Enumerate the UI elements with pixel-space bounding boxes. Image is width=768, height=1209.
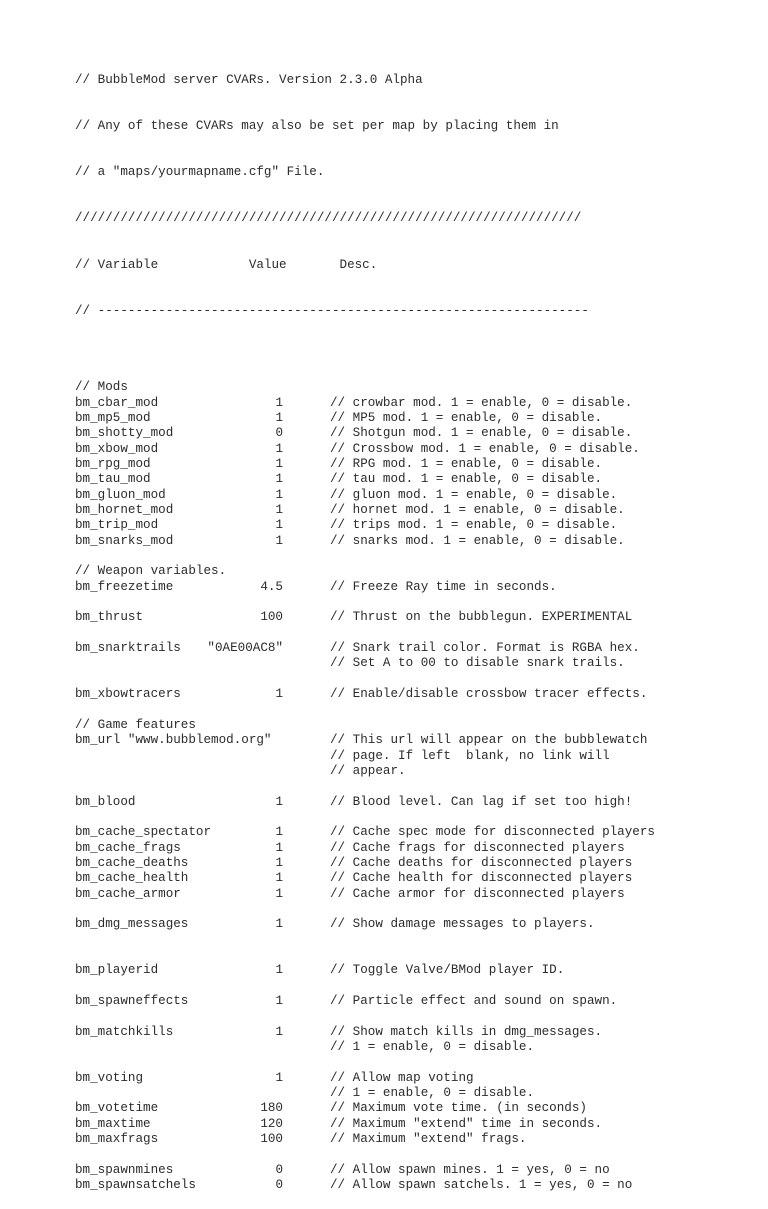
cvar-row (75, 856, 675, 871)
cvar-description: // Allow map voting (330, 1070, 474, 1085)
cvar-value: 1 (275, 410, 283, 425)
cvar-name: bm_cache_health (75, 871, 189, 886)
header-line: // BubbleMod server CVARs. Version 2.3.0 Alpha (75, 73, 423, 88)
cvar-name: bm_cache_deaths (75, 855, 189, 870)
column-headers: // Variable Value Desc. (75, 257, 378, 272)
cvar-name: bm_votetime (75, 1101, 159, 1116)
cvar-row (75, 917, 675, 932)
cvar-description: // Cache armor for disconnected players (330, 886, 625, 901)
cvar-value: 100 (260, 610, 283, 625)
header-line: // Any of these CVARs may also be set per map by placing them in (75, 119, 559, 134)
cvar-row (75, 1178, 675, 1193)
cvar-description: // Thrust on the bubblegun. EXPERIMENTAL (330, 610, 633, 625)
cvar-description: // snarks mod. 1 = enable, 0 = disable. (330, 533, 625, 548)
cvar-value: 1 (275, 503, 283, 517)
cvar-value: 1 (275, 441, 283, 456)
cvar-name: bm_matchkills (75, 1024, 174, 1039)
cvar-name: bm_maxfrags (75, 1132, 159, 1147)
cvar-value: 1 (275, 840, 283, 855)
cvar-row (75, 580, 675, 595)
cvar-row (75, 963, 675, 978)
cvar-description: // 1 = enable, 0 = disable. (330, 1040, 535, 1055)
cvar-description: // crowbar mod. 1 = enable, 0 = disable. (330, 395, 633, 410)
section-comment: // Mods (75, 380, 128, 395)
cvar-row (75, 994, 675, 1009)
cvar-value: 1 (275, 687, 283, 702)
cvar-list (75, 380, 675, 1193)
cvar-row (75, 518, 675, 533)
cvar-description: // Cache spec mode for disconnected players (330, 825, 655, 840)
blank-line (75, 702, 675, 717)
cvar-description-continued (75, 749, 675, 764)
cvar-description: // tau mod. 1 = enable, 0 = disable. (330, 472, 603, 487)
config-document (75, 12, 675, 1209)
cvar-description: // Set A to 00 to disable snark trails. (330, 656, 625, 671)
cvar-value: 0 (275, 1162, 283, 1177)
cvar-row (75, 733, 675, 748)
cvar-row (75, 641, 675, 656)
cvar-name: bm_blood (75, 794, 136, 809)
cvar-name: bm_snarks_mod (75, 533, 174, 548)
cvar-name: bm_xbow_mod (75, 441, 159, 456)
cvar-value: 1 (275, 886, 283, 901)
cvar-value: "0AE00AC8" (207, 641, 283, 656)
blank-line (75, 1147, 675, 1162)
cvar-name: bm_hornet_mod (75, 503, 174, 517)
cvar-row (75, 1025, 675, 1040)
cvar-value: 120 (260, 1116, 283, 1131)
section-comment: // Game features (75, 717, 196, 732)
cvar-row (75, 871, 675, 886)
cvar-row (75, 396, 675, 411)
cvar-row (75, 1071, 675, 1086)
cvar-row (75, 411, 675, 426)
cvar-description: // Show damage messages to players. (330, 917, 595, 932)
cvar-value: 0 (275, 426, 283, 441)
cvar-row (75, 610, 675, 625)
cvar-row (75, 1117, 675, 1132)
blank-line (75, 626, 675, 641)
blank-line (75, 902, 675, 917)
cvar-description: // Crossbow mod. 1 = enable, 0 = disable. (330, 441, 640, 456)
cvar-value: 1 (275, 994, 283, 1008)
cvar-row (75, 795, 675, 810)
cvar-description: // Maximum "extend" frags. (330, 1132, 527, 1147)
cvar-value: 4.5 (260, 579, 283, 594)
cvar-description: // trips mod. 1 = enable, 0 = disable. (330, 518, 618, 533)
cvar-description: // MP5 mod. 1 = enable, 0 = disable. (330, 410, 603, 425)
cvar-row (75, 426, 675, 441)
cvar-name: bm_snarktrails (75, 641, 181, 656)
cvar-value: 1 (275, 472, 283, 487)
cvar-name: bm_tau_mod (75, 472, 151, 487)
cvar-name: bm_mp5_mod (75, 410, 151, 425)
cvar-name: bm_cbar_mod (75, 395, 159, 410)
cvar-description: // Shotgun mod. 1 = enable, 0 = disable. (330, 426, 633, 441)
header-separator: /////////////////////////////////////////////////////////////////// (75, 211, 582, 226)
header-line: // a "maps/yourmapname.cfg" File. (75, 165, 325, 180)
blank-line (75, 672, 675, 687)
cvar-description: // gluon mod. 1 = enable, 0 = disable. (330, 487, 618, 502)
cvar-row (75, 503, 675, 518)
cvar-row (75, 687, 675, 702)
cvar-value: 1 (275, 963, 283, 978)
cvar-name: bm_dmg_messages (75, 917, 189, 932)
cvar-value: 1 (275, 1024, 283, 1039)
cvar-name: bm_thrust (75, 610, 144, 625)
header-rule: // ----------------------------------------------------------------- (75, 303, 589, 318)
cvar-row (75, 472, 675, 487)
cvar-description: // Snark trail color. Format is RGBA hex. (330, 641, 640, 656)
section-comment: // Weapon variables. (75, 564, 227, 579)
cvar-value: 180 (260, 1101, 283, 1116)
cvar-row (75, 1163, 675, 1178)
cvar-name: bm_cache_frags (75, 840, 181, 855)
blank-line (75, 1009, 675, 1024)
cvar-name: bm_spawnsatchels (75, 1178, 196, 1193)
cvar-value: 1 (275, 456, 283, 471)
cvar-value: 100 (260, 1132, 283, 1147)
cvar-row (75, 1132, 675, 1147)
cvar-description: // Cache frags for disconnected players (330, 840, 625, 855)
cvar-description-continued (75, 1040, 675, 1055)
cvar-description: // This url will appear on the bubblewatch (330, 733, 648, 748)
cvar-row (75, 841, 675, 856)
cvar-name: bm_cache_armor (75, 886, 181, 901)
cvar-value: 1 (275, 533, 283, 548)
cvar-name: bm_voting (75, 1070, 144, 1085)
cvar-description-continued (75, 764, 675, 779)
cvar-name: bm_cache_spectator (75, 825, 212, 840)
cvar-row (75, 457, 675, 472)
cvar-value: 1 (275, 825, 283, 840)
cvar-name: bm_xbowtracers (75, 687, 181, 702)
cvar-name: bm_trip_mod (75, 518, 159, 533)
cvar-name: bm_spawneffects (75, 994, 189, 1008)
cvar-description: // Toggle Valve/BMod player ID. (330, 963, 565, 978)
cvar-value: 1 (275, 917, 283, 932)
cvar-value: 1 (275, 1070, 283, 1085)
cvar-name: bm_rpg_mod (75, 456, 151, 471)
cvar-row (75, 887, 675, 902)
cvar-description: // 1 = enable, 0 = disable. (330, 1086, 535, 1101)
cvar-description: // Cache deaths for disconnected players (330, 855, 633, 870)
cvar-description: // Show match kills in dmg_messages. (330, 1024, 603, 1039)
cvar-description: // Maximum "extend" time in seconds. (330, 1116, 603, 1131)
cvar-value: 1 (275, 855, 283, 870)
cvar-value: 0 (275, 1178, 283, 1193)
cvar-description-continued (75, 1086, 675, 1101)
cvar-value: 1 (275, 487, 283, 502)
cvar-description-continued (75, 656, 675, 671)
cvar-row (75, 1101, 675, 1116)
cvar-row (75, 534, 675, 549)
blank-line (75, 810, 675, 825)
blank-line (75, 948, 675, 963)
cvar-row (75, 442, 675, 457)
cvar-value: 1 (275, 794, 283, 809)
cvar-description: // Blood level. Can lag if set too high! (330, 794, 633, 809)
cvar-name: bm_maxtime (75, 1116, 151, 1131)
cvar-description: // Particle effect and sound on spawn. (330, 994, 618, 1008)
cvar-name: bm_gluon_mod (75, 487, 166, 502)
cvar-value: 1 (275, 871, 283, 886)
cvar-description: // Maximum vote time. (in seconds) (330, 1101, 587, 1116)
blank-line (75, 595, 675, 610)
cvar-description: // RPG mod. 1 = enable, 0 = disable. (330, 456, 603, 471)
cvar-value: 1 (275, 518, 283, 533)
blank-line (75, 1055, 675, 1070)
blank-line (75, 549, 675, 564)
cvar-name: bm_shotty_mod (75, 426, 174, 441)
cvar-description: // Allow spawn mines. 1 = yes, 0 = no (330, 1162, 610, 1177)
cvar-description: // Enable/disable crossbow tracer effects. (330, 687, 648, 702)
blank-line (75, 979, 675, 994)
cvar-name: bm_playerid (75, 963, 159, 978)
cvar-row (75, 488, 675, 503)
cvar-description: // Allow spawn satchels. 1 = yes, 0 = no (330, 1178, 633, 1193)
cvar-name: bm_spawnmines (75, 1162, 174, 1177)
cvar-row (75, 825, 675, 840)
cvar-name: bm_url "www.bubblemod.org" (75, 733, 272, 748)
cvar-description: // Freeze Ray time in seconds. (330, 579, 557, 594)
cvar-description: // Cache health for disconnected players (330, 871, 633, 886)
cvar-description: // page. If left blank, no link will (330, 748, 610, 763)
blank-line (75, 933, 675, 948)
cvar-description: // hornet mod. 1 = enable, 0 = disable. (330, 503, 625, 517)
blank-line (75, 779, 675, 794)
cvar-value: 1 (275, 395, 283, 410)
cvar-name: bm_freezetime (75, 579, 174, 594)
config-header (75, 43, 675, 350)
cvar-description: // appear. (330, 763, 406, 778)
